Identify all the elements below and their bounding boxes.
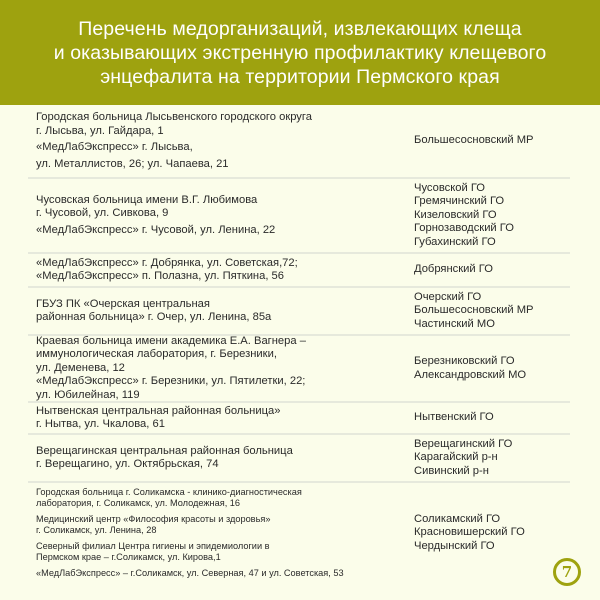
area-line: Горнозаводский ГО	[414, 222, 514, 235]
org-line: Краевая больница имени академика Е.А. Вагнера –	[36, 334, 306, 347]
org-line: Верещагинская центральная районная больница	[36, 444, 293, 457]
org-line: «МедЛабЭкспресс» – г.Соликамск, ул. Северная, 47 и ул. Советская, 53	[36, 568, 344, 578]
page-title	[54, 17, 547, 89]
org-line: «МедЛабЭкспресс» г. Добрянка, ул. Советская,72;	[36, 256, 298, 269]
areas-cell	[414, 182, 570, 250]
areas-cell	[414, 355, 570, 382]
title-line: и оказывающих экстренную профилактику клещевого	[53, 41, 547, 64]
title-line: энцефалита на территории Пермского края	[100, 65, 500, 88]
org-line: «МедЛабЭкспресс» п. Полазна, ул. Пяткина, 56	[36, 270, 284, 282]
org-line: г. Нытва, ул. Чкалова, 61	[36, 418, 165, 430]
org-line: Городская больница Лысьвенского городского округа	[36, 111, 312, 123]
organizations-cell	[28, 445, 414, 472]
table-row	[28, 254, 570, 288]
org-line: г. Верещагино, ул. Октябрьская, 74	[36, 458, 219, 470]
org-line: Медицинский центр «Философия красоты и здоровья»	[36, 514, 271, 524]
table-row	[28, 336, 570, 403]
page-number: 7	[561, 563, 573, 581]
area-line: Соликамский ГО	[414, 512, 501, 525]
org-line: иммунологическая лаборатория, г. Березники,	[36, 348, 277, 361]
areas-cell	[414, 513, 570, 554]
area-line: Нытвенский ГО	[414, 411, 494, 424]
area-line: Сивинский р-н	[414, 464, 489, 477]
areas-cell	[414, 291, 570, 332]
org-line: Нытвенская центральная районная больница»	[36, 404, 281, 417]
areas-cell	[414, 438, 570, 479]
page-number-badge	[553, 558, 581, 586]
org-line: ул. Юбилейная, 119	[36, 388, 140, 401]
org-line: г. Лысьва, ул. Гайдара, 1	[36, 124, 164, 137]
org-line: ул. Деменева, 12	[36, 361, 125, 374]
area-line: Верещагинский ГО	[414, 437, 513, 450]
table-row	[28, 179, 570, 254]
organizations-cell	[28, 298, 414, 325]
org-line: Пермском крае – г.Соликамск, ул. Кирова,1	[36, 552, 221, 562]
area-line: Чердынский ГО	[414, 539, 495, 552]
org-line: г. Чусовой, ул. Сивкова, 9	[36, 207, 169, 220]
organizations-cell	[28, 111, 414, 171]
area-line: Чусовской ГО	[414, 181, 486, 194]
organizations-cell	[28, 257, 414, 284]
org-line: Городская больница г. Соликамска - клинико-диагностическая	[36, 487, 302, 497]
areas-cell	[414, 134, 570, 148]
area-line: Добрянский ГО	[414, 263, 493, 276]
org-line: районная больница» г. Очер, ул. Ленина, 85а	[36, 311, 272, 323]
area-line: Березниковский ГО	[414, 355, 515, 367]
title-line: Перечень медорганизаций, извлекающих клеща	[78, 17, 522, 40]
org-line: «МедЛабЭкспресс» г. Березники, ул. Пятилетки, 22;	[36, 375, 306, 388]
table-row	[28, 435, 570, 483]
area-line: Гремячинский ГО	[414, 195, 505, 208]
organizations-cell	[28, 405, 414, 432]
org-line: г. Соликамск, ул. Ленина, 28	[36, 525, 157, 535]
area-line: Карагайский р-н	[414, 451, 498, 464]
org-line: «МедЛабЭкспресс» г. Чусовой, ул. Ленина, 22	[36, 223, 276, 236]
table-row	[28, 288, 570, 336]
area-line: Частинский МО	[414, 317, 495, 330]
table-row	[28, 105, 570, 179]
organizations-cell	[28, 487, 414, 579]
table-row	[28, 483, 573, 583]
organizations-cell	[28, 194, 414, 238]
area-line: Губахинский ГО	[414, 235, 496, 248]
area-line: Большесосновский МР	[414, 134, 534, 147]
areas-cell	[414, 411, 570, 425]
area-line: Александровский МО	[414, 368, 527, 381]
table-row	[28, 403, 570, 435]
org-line: лаборатория, г. Соликамск, ул. Молодежная, 16	[36, 498, 241, 508]
organizations-table	[28, 105, 573, 583]
area-line: Очерский ГО	[414, 290, 482, 303]
org-line: Северный филиал Центра гигиены и эпидемиологии в	[36, 541, 270, 551]
area-line: Большесосновский МР	[414, 304, 534, 317]
org-line: ул. Металлистов, 26; ул. Чапаева, 21	[36, 157, 229, 170]
header-banner	[0, 0, 600, 105]
organizations-cell	[28, 335, 414, 403]
area-line: Кизеловский ГО	[414, 208, 497, 221]
areas-cell	[414, 263, 570, 277]
area-line: Красновишерский ГО	[414, 526, 525, 539]
org-line: Чусовская больница имени В.Г. Любимова	[36, 193, 258, 206]
org-line: ГБУЗ ПК «Очерская центральная	[36, 297, 210, 310]
org-line: «МедЛабЭкспресс» г. Лысьва,	[36, 141, 193, 153]
